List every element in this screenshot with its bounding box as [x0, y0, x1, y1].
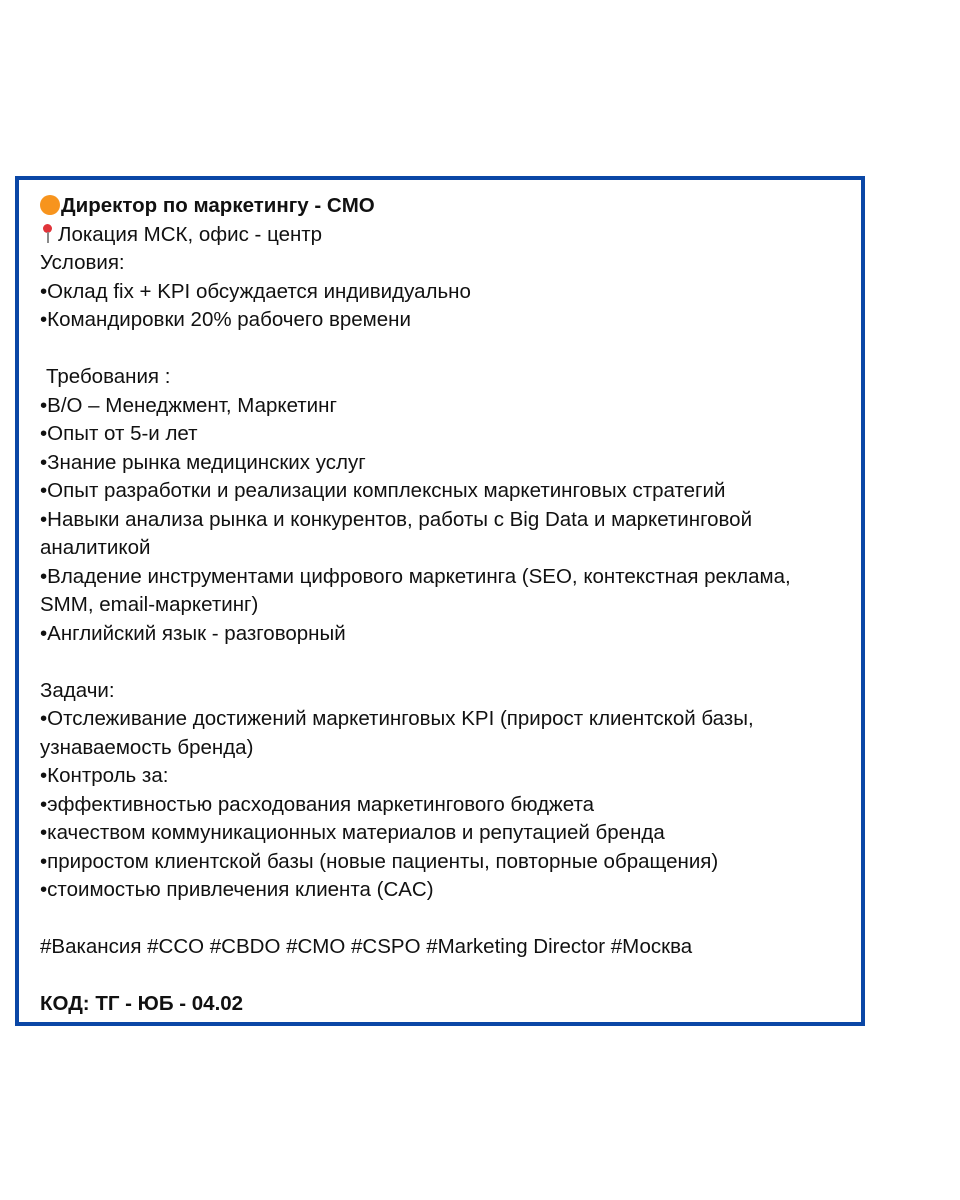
- requirements-item: •Владение инструментами цифрового маркетинга (SEO, контекстная реклама, SMM, email-маркетинг): [40, 564, 791, 616]
- tasks-item: •эффективностью расходования маркетингового бюджета: [40, 792, 595, 816]
- tasks-item: •стоимостью привлечения клиента (CAC): [40, 878, 434, 901]
- spacer: [40, 335, 840, 364]
- requirements-item: •Опыт разработки и реализации комплексных маркетинговых стратегий: [40, 479, 726, 502]
- tasks-item: •приростом клиентской базы (новые пациенты, повторные обращения): [40, 849, 719, 873]
- hashtags-line: #Вакансия #CCO #CBDO #CMO #CSPO #Marketing Director #Москва: [40, 935, 693, 958]
- requirements-item: •Знание рынка медицинских услуг: [40, 450, 366, 474]
- vacancy-code: КОД: ТГ - ЮБ - 04.02: [40, 992, 244, 1015]
- vacancy-card: [15, 176, 865, 1026]
- requirements-item: •Английский язык - разговорный: [40, 621, 346, 645]
- vacancy-text: [40, 192, 840, 1019]
- conditions-heading: Условия:: [40, 251, 125, 274]
- vacancy-title: Директор по маркетингу - CMO: [61, 194, 375, 217]
- pushpin-icon: [40, 223, 54, 245]
- tasks-item: •Отслеживание достижений маркетинговых KPI (прирост клиентской базы, узнаваемость бренда): [40, 707, 754, 759]
- orange-circle-icon: [40, 195, 60, 215]
- tasks-item: •Контроль за:: [40, 764, 169, 787]
- spacer: [40, 962, 840, 991]
- requirements-item: •В/О – Менеджмент, Маркетинг: [40, 393, 337, 417]
- requirements-item: •Навыки анализа рынка и конкурентов, работы с Big Data и маркетинговой аналитикой: [40, 507, 753, 559]
- location-line: [40, 221, 840, 250]
- title-line: [40, 192, 840, 221]
- spacer: [40, 648, 840, 677]
- tasks-heading: Задачи:: [40, 678, 115, 702]
- requirements-item: •Опыт от 5-и лет: [40, 422, 198, 445]
- requirements-heading: Требования :: [46, 365, 171, 388]
- conditions-item: •Командировки 20% рабочего времени: [40, 308, 411, 331]
- conditions-item: •Оклад fix + KPI обсуждается индивидуально: [40, 279, 471, 303]
- tasks-item: •качеством коммуникационных материалов и репутацией бренда: [40, 821, 665, 844]
- location-text: Локация МСК, офис - центр: [58, 222, 323, 246]
- spacer: [40, 905, 840, 934]
